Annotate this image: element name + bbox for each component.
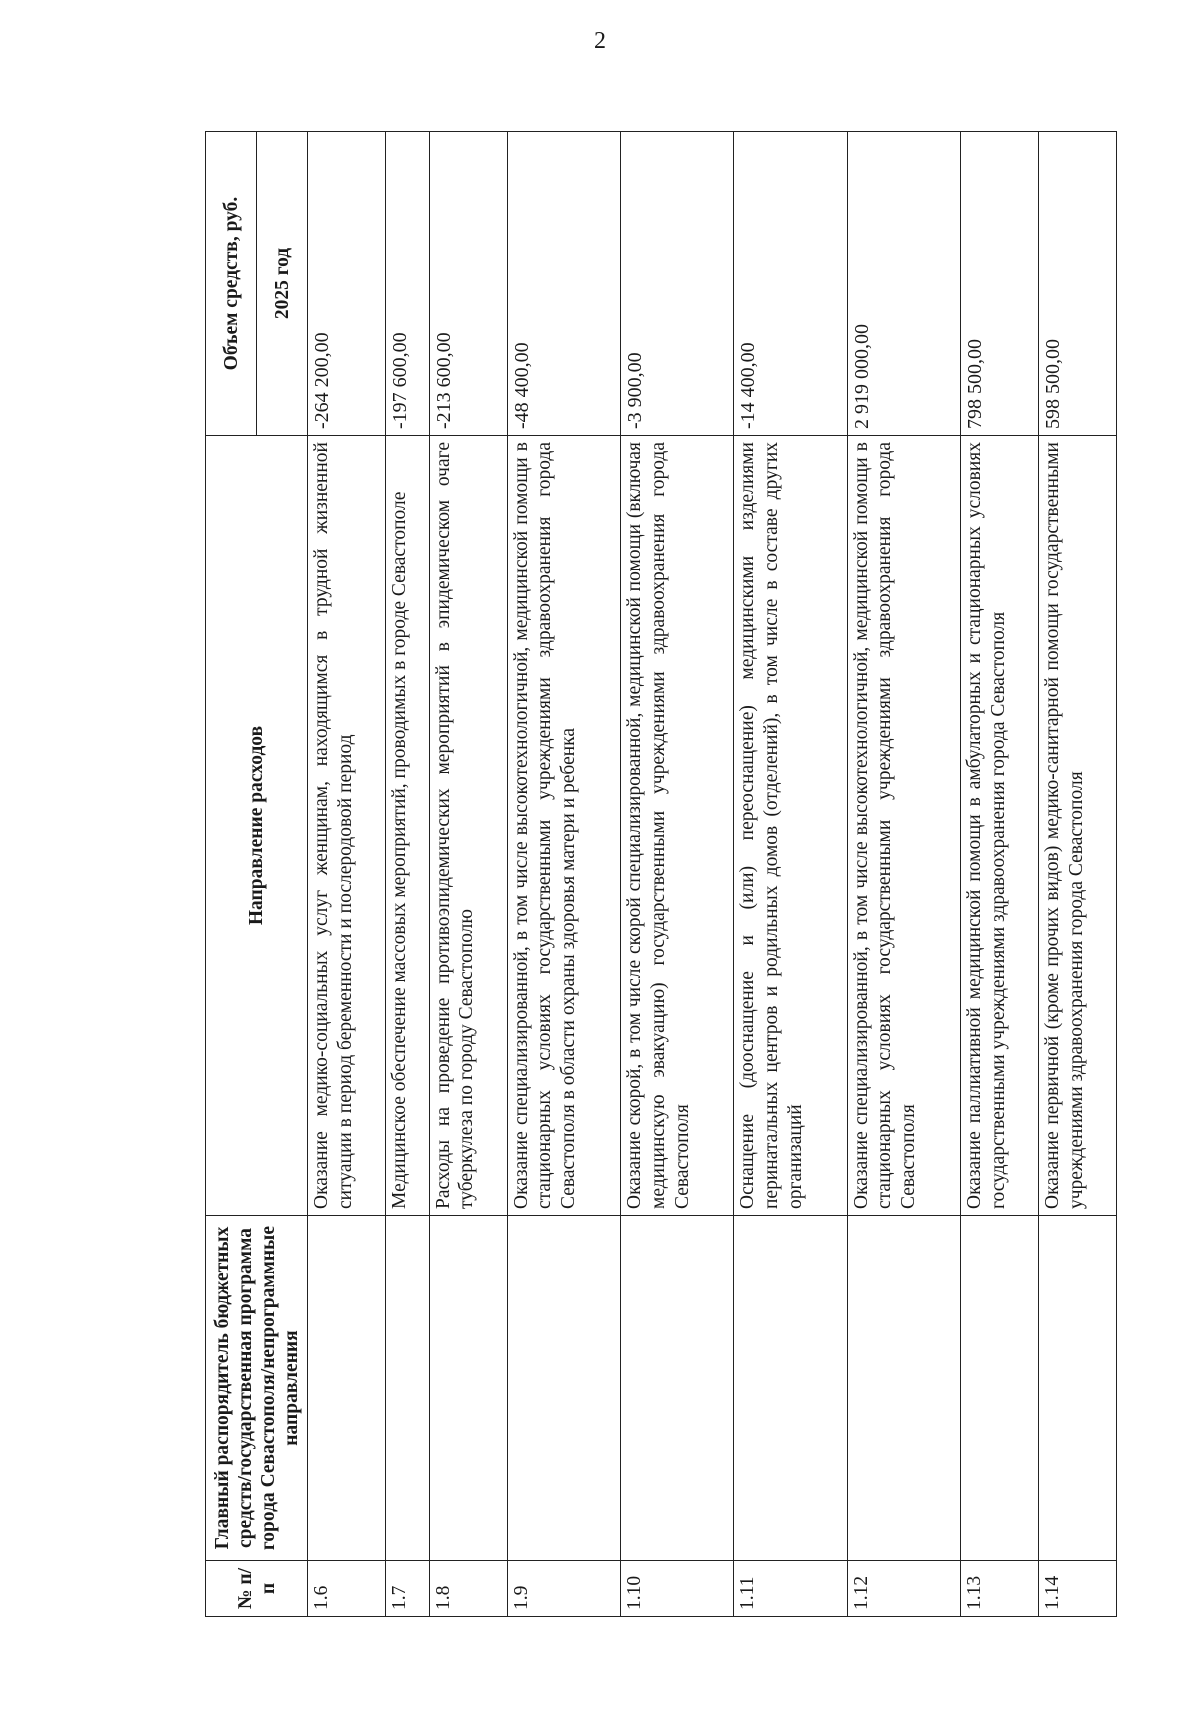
row-number: 1.12 xyxy=(847,1561,960,1617)
row-number: 1.11 xyxy=(734,1561,847,1617)
table-row xyxy=(507,132,620,1617)
header-direction: Направление расходов xyxy=(206,436,308,1216)
row-number: 1.8 xyxy=(429,1561,507,1617)
row-org xyxy=(1038,1216,1116,1561)
row-number: 1.13 xyxy=(960,1561,1038,1617)
row-number: 1.14 xyxy=(1038,1561,1116,1617)
table-row xyxy=(386,132,430,1617)
table-row xyxy=(308,132,386,1617)
row-org xyxy=(507,1216,620,1561)
table-row xyxy=(429,132,507,1617)
row-org xyxy=(429,1216,507,1561)
rotated-table-container xyxy=(205,132,1117,1617)
row-number: 1.9 xyxy=(507,1561,620,1617)
row-number: 1.10 xyxy=(620,1561,733,1617)
row-direction: Медицинское обеспечение массовых мероприятий, проводимых в городе Севастополе xyxy=(386,436,430,1216)
row-amount: -14 400,00 xyxy=(734,132,847,436)
row-org xyxy=(960,1216,1038,1561)
table-row xyxy=(960,132,1038,1617)
row-amount: 598 500,00 xyxy=(1038,132,1116,436)
table-row xyxy=(847,132,960,1617)
row-number: 1.6 xyxy=(308,1561,386,1617)
table-row xyxy=(620,132,733,1617)
row-direction: Оказание специализированной, в том числе высокотехнологичной, медицинской помощи в стационарных условиях государственными учреждениями здравоохранения города Севастополя xyxy=(847,436,960,1216)
row-amount: -197 600,00 xyxy=(386,132,430,436)
row-direction: Оказание скорой, в том числе скорой специализированной, медицинской помощи (включая медицинскую эвакуацию) государственными учреждениями здравоохранения города Севастополя xyxy=(620,436,733,1216)
row-direction: Оснащение (дооснащение и (или) переоснащение) медицинскими изделиями перинатальных центров и родильных домов (отделений), в том числе в составе других организаций xyxy=(734,436,847,1216)
table-row xyxy=(734,132,847,1617)
row-direction: Расходы на проведение противоэпидемических мероприятий в эпидемическом очаге туберкулеза по городу Севастополю xyxy=(429,436,507,1216)
row-amount: 2 919 000,00 xyxy=(847,132,960,436)
header-amount: Объем средств, руб. xyxy=(206,132,257,436)
row-org xyxy=(386,1216,430,1561)
row-amount: -3 900,00 xyxy=(620,132,733,436)
page-number: 2 xyxy=(594,28,606,54)
row-amount: -264 200,00 xyxy=(308,132,386,436)
row-amount: -213 600,00 xyxy=(429,132,507,436)
row-amount: -48 400,00 xyxy=(507,132,620,436)
header-num: № п/п xyxy=(206,1561,308,1617)
row-amount: 798 500,00 xyxy=(960,132,1038,436)
row-direction: Оказание медико-социальных услуг женщинам, находящимся в трудной жизненной ситуации в период беременности и послеродовой период xyxy=(308,436,386,1216)
row-direction: Оказание паллиативной медицинской помощи в амбулаторных и стационарных условиях государственными учреждениями здравоохранения города Севастополя xyxy=(960,436,1038,1216)
row-number: 1.7 xyxy=(386,1561,430,1617)
budget-table xyxy=(205,131,1117,1617)
table-row xyxy=(1038,132,1116,1617)
row-org xyxy=(308,1216,386,1561)
row-direction: Оказание первичной (кроме прочих видов) медико-санитарной помощи государственными учреждениями здравоохранения города Севастополя xyxy=(1038,436,1116,1216)
header-org: Главный распорядитель бюджетных средств/государственная программа города Севастополя/непрограммные направления xyxy=(206,1216,308,1561)
row-org xyxy=(847,1216,960,1561)
row-org xyxy=(734,1216,847,1561)
row-direction: Оказание специализированной, в том числе высокотехнологичной, медицинской помощи в стационарных условиях государственными учреждениями здравоохранения города Севастополя в области охраны здоровья матери и ребенка xyxy=(507,436,620,1216)
row-org xyxy=(620,1216,733,1561)
header-year: 2025 год xyxy=(257,132,308,436)
